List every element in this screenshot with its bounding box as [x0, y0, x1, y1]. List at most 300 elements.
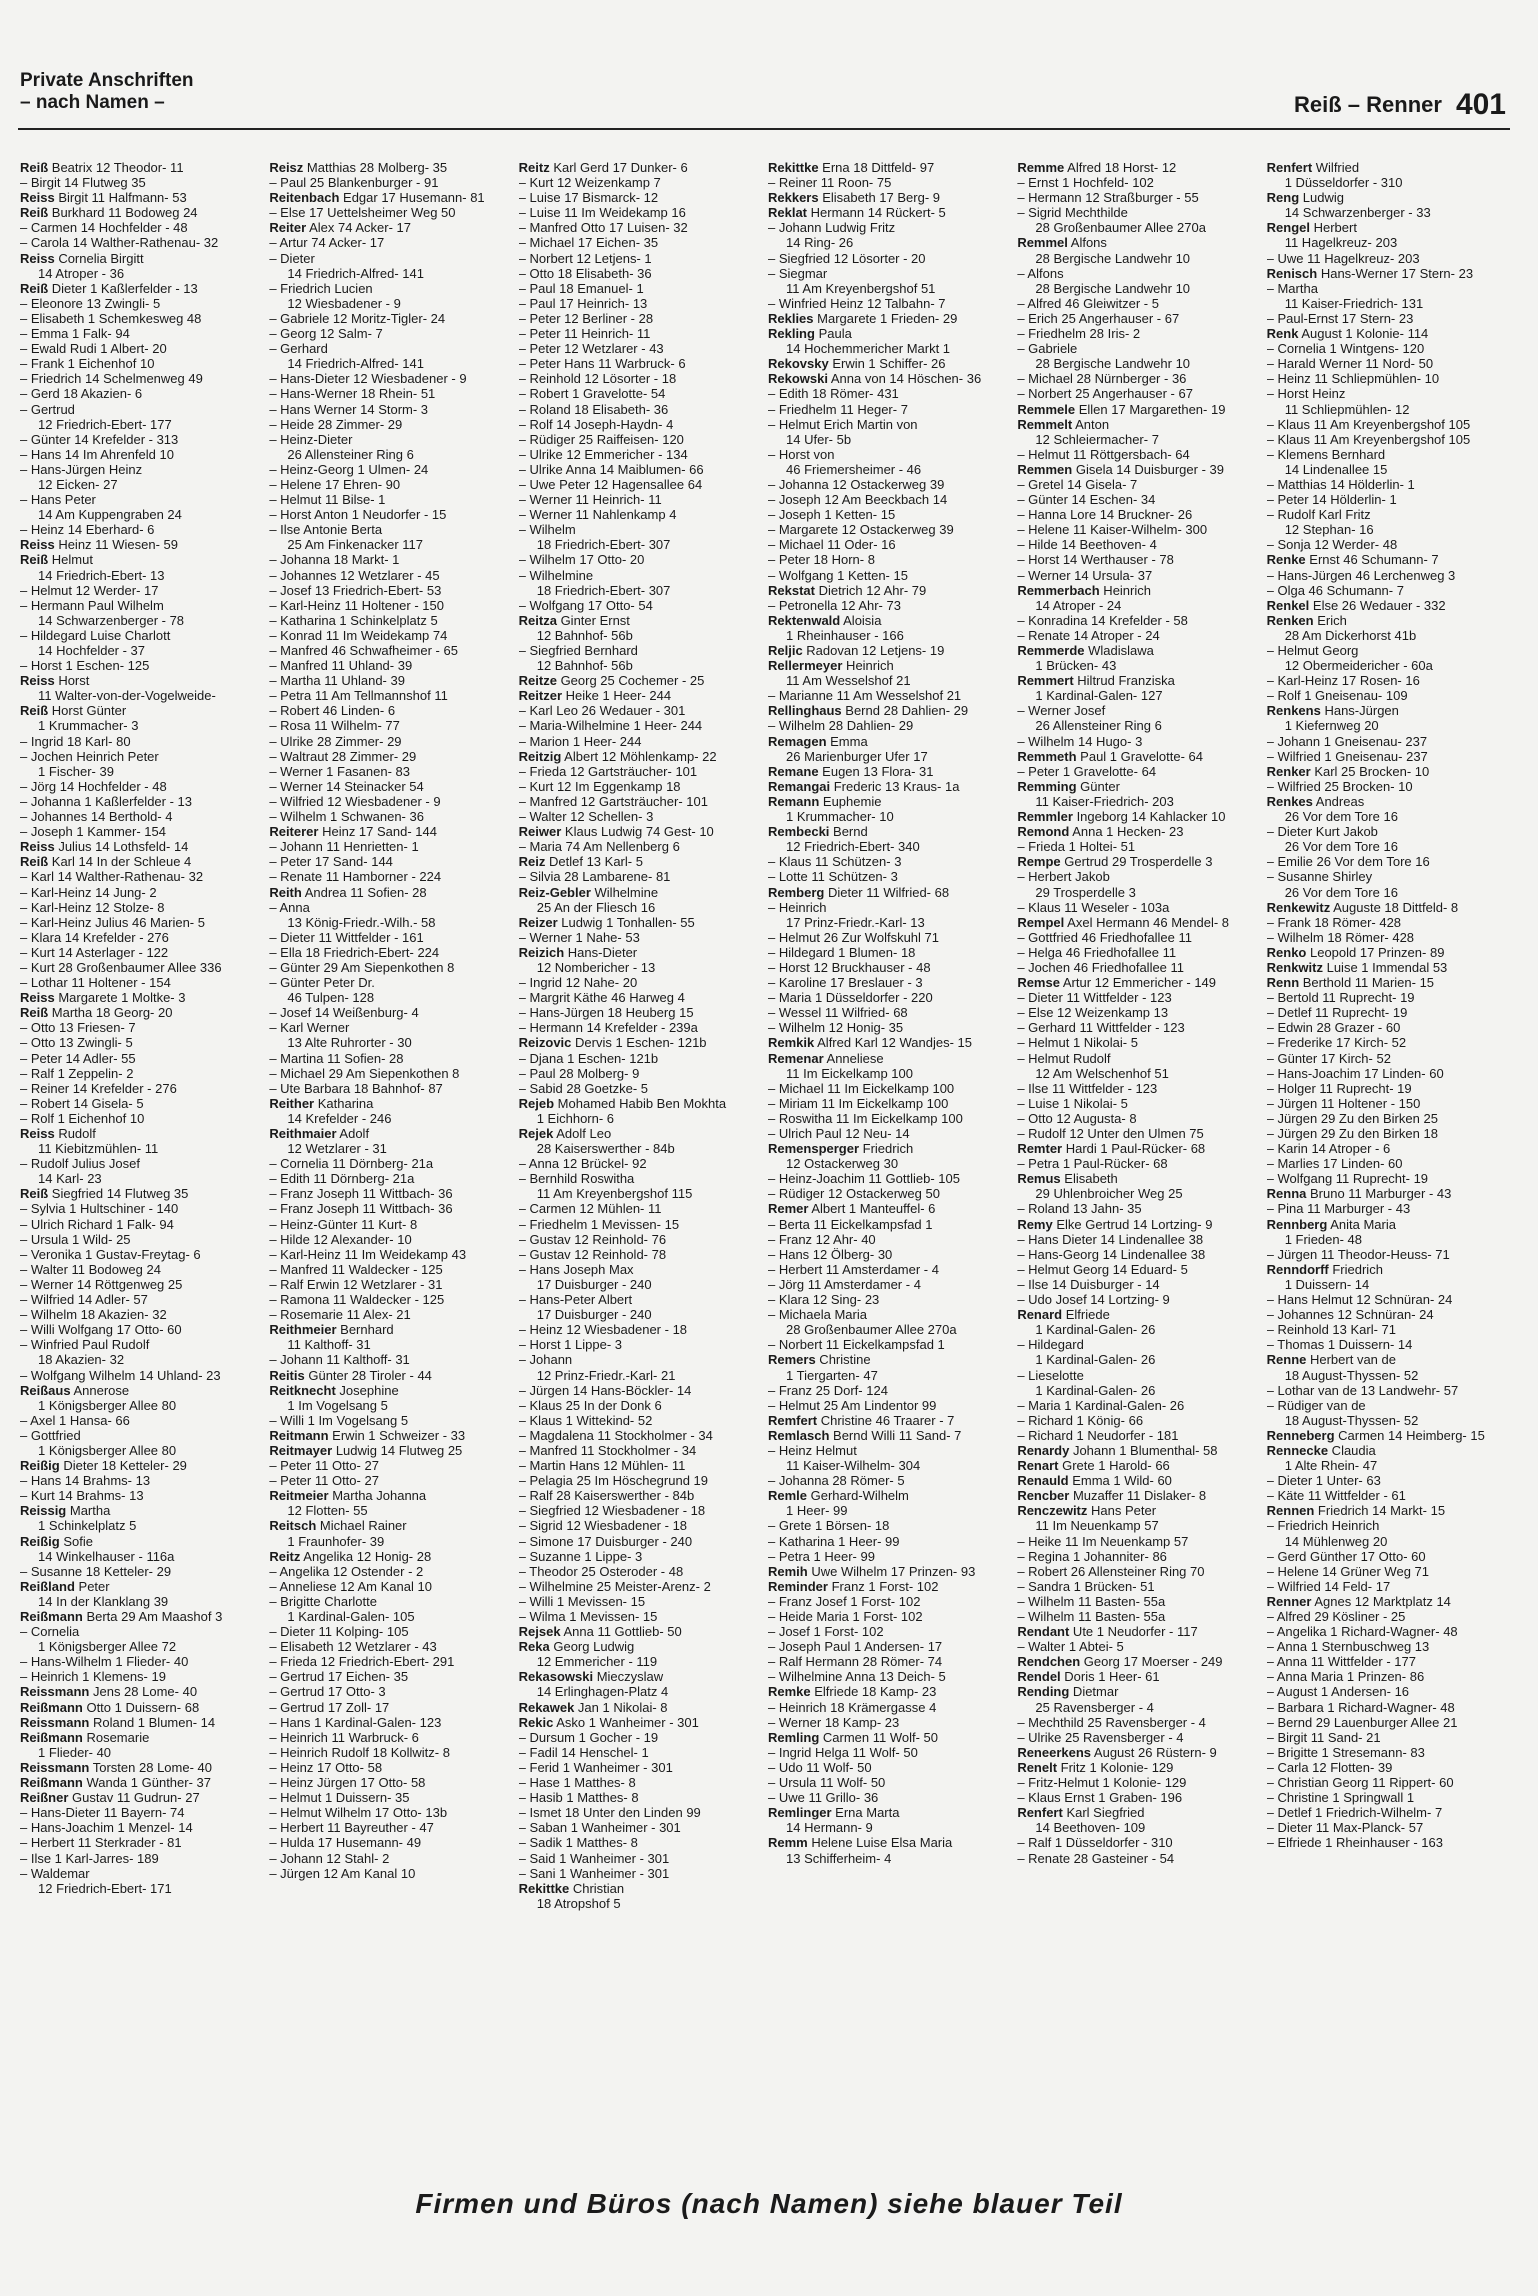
- directory-entry: – Silvia 28 Lambarene- 81: [518, 869, 671, 885]
- directory-entry: – Dursum 1 Gocher - 19: [518, 1729, 659, 1745]
- directory-entry: 46 Tulpen- 128: [269, 990, 375, 1006]
- directory-entry: – Helmut Georg 14 Eduard- 5: [1017, 1261, 1188, 1277]
- directory-entry: – Angelika 12 Ostender - 2: [269, 1563, 424, 1579]
- directory-entry: Renna Bruno 11 Marburger - 43: [1266, 1186, 1452, 1202]
- directory-entry: Renart Grete 1 Harold- 66: [1017, 1458, 1170, 1474]
- directory-entry: – Ralf 1 Zeppelin- 2: [20, 1065, 134, 1081]
- directory-entry: Reklies Margarete 1 Frieden- 29: [767, 310, 958, 326]
- directory-entry: – Rolf 1 Gneisenau- 109: [1266, 688, 1408, 704]
- directory-entry: – Johanna 1 Kaßlerfelder - 13: [20, 793, 192, 809]
- directory-entry: – Hans Werner 14 Storm- 3: [269, 401, 429, 417]
- directory-entry: – Petra 1 Heer- 99: [767, 1548, 875, 1564]
- directory-entry: – Peter 11 Otto- 27: [269, 1473, 379, 1489]
- directory-entry: 11 Am Kreyenbergshof 115: [518, 1186, 693, 1202]
- directory-entry: 28 Großenbaumer Allee 270a: [767, 1322, 957, 1338]
- directory-entry: Remfert Christine 46 Traarer - 7: [767, 1412, 955, 1428]
- directory-entry: Remond Anna 1 Hecken- 23: [1017, 824, 1184, 840]
- directory-entry: – Fadil 14 Henschel- 1: [518, 1744, 649, 1760]
- directory-entry: – Else 12 Weizenkamp 13: [1017, 1005, 1169, 1021]
- directory-entry: – Sigrid 12 Wiesbadener - 18: [518, 1518, 688, 1534]
- directory-entry: – Katharina 1 Schinkelplatz 5: [269, 612, 438, 628]
- directory-entry: – Else 17 Uettelsheimer Weg 50: [269, 205, 456, 221]
- directory-entry: – Karl-Heinz 14 Jung- 2: [20, 884, 157, 900]
- directory-entry: – Richard 1 Neudorfer - 181: [1017, 1427, 1179, 1443]
- directory-entry: Rekling Paula: [767, 326, 852, 342]
- directory-entry: – Helmut 11 Röttgersbach- 64: [1017, 446, 1190, 462]
- directory-entry: – Klemens Bernhard: [1266, 446, 1386, 462]
- directory-entry: – Johann Ludwig Fritz: [767, 220, 896, 236]
- directory-entry: – Ferid 1 Wanheimer - 301: [518, 1759, 673, 1775]
- section-subtitle: – nach Namen –: [20, 92, 165, 113]
- directory-entry: – Alfred 29 Kösliner - 25: [1266, 1609, 1406, 1624]
- directory-entry: – Josef 14 Weißenburg- 4: [269, 1005, 419, 1021]
- directory-entry: – Hulda 17 Husemann- 49: [269, 1835, 422, 1851]
- directory-entry: – Wilhelm 12 Honig- 35: [767, 1020, 904, 1036]
- directory-entry: Reiterer Heinz 17 Sand- 144: [269, 824, 437, 840]
- directory-entry: – Hildegard 1 Blumen- 18: [767, 944, 916, 960]
- directory-entry: Rekstat Dietrich 12 Ahr- 79: [767, 582, 927, 598]
- directory-entry: – Siegfried Bernhard: [518, 643, 638, 658]
- directory-entry: Reiss Julius 14 Lothsfeld- 14: [20, 839, 189, 855]
- directory-entry: 18 Friedrich-Ebert- 307: [518, 582, 671, 598]
- directory-entry: Reiss Horst: [20, 673, 90, 689]
- directory-entry: Reitza Ginter Ernst: [518, 612, 630, 628]
- directory-entry: – Joseph 1 Kammer- 154: [20, 824, 166, 840]
- header-range: [1294, 88, 1506, 122]
- directory-entry: Reithmaier Adolf: [269, 1126, 370, 1141]
- directory-entry: – Helene 14 Grüner Weg 71: [1266, 1563, 1430, 1579]
- directory-entry: – Ralf 1 Düsseldorfer - 310: [1017, 1835, 1173, 1851]
- directory-entry: Reither Katharina: [269, 1095, 374, 1111]
- directory-entry: – Detlef 11 Ruprecht- 19: [1266, 1005, 1408, 1021]
- directory-entry: – Werner 14 Röttgenweg 25: [20, 1276, 183, 1292]
- directory-entry: – Ilse Antonie Berta: [269, 522, 383, 538]
- directory-entry: – Sigrid Mechthilde: [1017, 205, 1128, 221]
- directory-entry: Remmerde Wladislawa: [1017, 643, 1154, 658]
- directory-entry: – Paul 25 Blankenburger - 91: [269, 175, 439, 191]
- directory-entry: – Manfred 11 Stockholmer - 34: [518, 1442, 697, 1458]
- directory-entry: – Manfred Otto 17 Luisen- 32: [518, 220, 688, 236]
- directory-entry: Remke Elfriede 18 Kamp- 23: [767, 1684, 937, 1700]
- directory-entry: – Heinrich 18 Krämergasse 4: [767, 1699, 937, 1715]
- directory-entry: Rendel Doris 1 Heer- 61: [1017, 1669, 1160, 1685]
- directory-entry: 12 Friedrich-Ebert- 177: [20, 416, 172, 432]
- directory-entry: – Susanne 18 Ketteler- 29: [20, 1563, 172, 1579]
- directory-entry: Rengel Herbert: [1266, 220, 1357, 236]
- directory-entry: – Miriam 11 Im Eickelkamp 100: [767, 1095, 949, 1111]
- directory-entry: Rekkers Elisabeth 17 Berg- 9: [767, 190, 940, 206]
- directory-entry: – Christian Georg 11 Rippert- 60: [1266, 1775, 1454, 1791]
- directory-entry: 14 Hochemmericher Markt 1: [767, 341, 951, 357]
- directory-entry: 1 Tiergarten- 47: [767, 1367, 878, 1383]
- directory-entry: Remmerbach Heinrich: [1017, 582, 1151, 598]
- directory-entry: 1 Duissern- 14: [1266, 1276, 1370, 1292]
- directory-entry: 11 Schliepmühlen- 12: [1266, 401, 1410, 417]
- directory-entry: Reiß Karl 14 In der Schleue 4: [20, 854, 192, 870]
- directory-entry: 12 Wiesbadener - 9: [269, 295, 401, 311]
- directory-entry: Remmeth Paul 1 Gravelotte- 64: [1017, 748, 1204, 764]
- directory-entry: – Gabriele 12 Moritz-Tigler- 24: [269, 310, 446, 326]
- directory-entry: – Carla 12 Flotten- 39: [1266, 1759, 1393, 1775]
- directory-entry: – Helmut Wilhelm 17 Otto- 13b: [269, 1805, 448, 1821]
- directory-entry: – Hermann Paul Wilhelm: [20, 597, 164, 613]
- directory-entry: Remy Elke Gertrud 14 Lortzing- 9: [1017, 1216, 1213, 1232]
- directory-entry: – Hans Helmut 12 Schnüran- 24: [1266, 1292, 1453, 1308]
- directory-entry: – Wilfried 14 Adler- 57: [20, 1292, 148, 1308]
- directory-entry: – Heinrich: [767, 899, 827, 915]
- directory-entry: – Heinz-Georg 1 Ulmen- 24: [269, 461, 429, 477]
- directory-entry: – Siegfried 12 Wiesbadener - 18: [518, 1503, 706, 1519]
- directory-entry: – Reinhold 13 Karl- 71: [1266, 1322, 1396, 1338]
- directory-entry: – Djana 1 Eschen- 121b: [518, 1050, 659, 1066]
- directory-entry: 1 Rheinhauser - 166: [767, 627, 904, 643]
- directory-entry: – Horst 1 Eschen- 125: [20, 658, 150, 674]
- directory-entry: – Gerhard: [269, 341, 328, 357]
- directory-entry: – Wilhelm 28 Dahlien- 29: [767, 718, 914, 734]
- directory-entry: – Paul 17 Heinrich- 13: [518, 295, 648, 311]
- directory-entry: – Heike 11 Im Neuenkamp 57: [1017, 1533, 1189, 1549]
- directory-entry: – Hermann 14 Krefelder - 239a: [518, 1020, 698, 1036]
- directory-entry: – Udo 11 Wolf- 50: [767, 1759, 872, 1775]
- directory-entry: – Wilfried 14 Feld- 17: [1266, 1578, 1391, 1594]
- directory-entry: – Helmut Georg: [1266, 643, 1359, 658]
- directory-entry: – Frieda 1 Holtei- 51: [1017, 839, 1136, 855]
- directory-entry: – Horst von: [767, 446, 835, 462]
- directory-entry: – Maria 74 Am Nellenberg 6: [518, 839, 680, 855]
- directory-entry: Reitz Angelika 12 Honig- 28: [269, 1548, 432, 1564]
- directory-entry: – Hans Peter: [20, 492, 96, 508]
- directory-entry: – Uwe 11 Grillo- 36: [767, 1790, 879, 1806]
- directory-entry: – Said 1 Wanheimer - 301: [518, 1850, 670, 1866]
- directory-entry: – Hans 12 Ölberg- 30: [767, 1246, 893, 1262]
- directory-entry: Rendant Ute 1 Neudorfer - 117: [1017, 1624, 1198, 1640]
- directory-entry: – Anneliese 12 Am Kanal 10: [269, 1578, 432, 1594]
- directory-entry: – Michael 11 Im Eickelkamp 100: [767, 1080, 955, 1096]
- directory-entry: – Gertrud 17 Eichen- 35: [269, 1669, 409, 1685]
- directory-entry: Rektenwald Aloisia: [767, 612, 882, 628]
- directory-entry: – Edwin 28 Grazer - 60: [1266, 1020, 1401, 1036]
- directory-entry: – Johannes 12 Schnüran- 24: [1266, 1307, 1434, 1323]
- directory-entry: – Klaus 11 Am Kreyenbergshof 105: [1266, 416, 1471, 432]
- directory-entry: 12 Bahnhof- 56b: [518, 627, 633, 643]
- directory-entry: – Ralf Hermann 28 Römer- 74: [767, 1654, 943, 1670]
- directory-entry: – Suzanne 1 Lippe- 3: [518, 1548, 643, 1564]
- directory-entry: Rekittke Christian: [518, 1880, 625, 1896]
- directory-entry: – Helmut 11 Bilse- 1: [269, 492, 386, 508]
- page-number: 401: [1455, 88, 1506, 121]
- directory-entry: Reiz Detlef 13 Karl- 5: [518, 854, 643, 870]
- directory-entry: 1 Im Vogelsang 5: [269, 1397, 388, 1413]
- directory-entry: – Peter 1 Gravelotte- 64: [1017, 763, 1157, 779]
- directory-entry: 14 Erlinghagen-Platz 4: [518, 1684, 669, 1700]
- directory-entry: – Friedhelm 1 Mevissen- 15: [518, 1216, 680, 1232]
- directory-entry: 11 Am Wesselshof 21: [767, 673, 911, 689]
- directory-entry: – Joseph 12 Am Beeckbach 14: [767, 492, 948, 508]
- directory-entry: – Klara 12 Sing- 23: [767, 1292, 880, 1308]
- directory-entry: – Helmut 1 Nikolai- 5: [1017, 1035, 1138, 1051]
- directory-entry: Rendchen Georg 17 Moerser - 249: [1017, 1654, 1223, 1670]
- header-section: [20, 70, 194, 114]
- directory-entry: – Wolfgang Wilhelm 14 Uhland- 23: [20, 1367, 221, 1383]
- directory-entry: Reißig Sofie: [20, 1533, 93, 1549]
- directory-entry: – Kurt 12 Weizenkamp 7: [518, 175, 661, 191]
- directory-entry: – Katharina 1 Heer- 99: [767, 1533, 900, 1549]
- directory-entry: – Jürgen 11 Holtener - 150: [1266, 1095, 1421, 1111]
- directory-entry: – Theodor 25 Osteroder - 48: [518, 1563, 684, 1579]
- directory-entry: – Pelagia 25 Im Höschegrund 19: [518, 1473, 709, 1489]
- directory-entry: Reitzer Heike 1 Heer- 244: [518, 688, 672, 704]
- directory-entry: – Sabid 28 Goetzke- 5: [518, 1080, 649, 1096]
- directory-entry: 1 Königsberger Allee 80: [20, 1397, 177, 1413]
- directory-entry: – Franz 25 Dorf- 124: [767, 1382, 888, 1398]
- directory-entry: – Johann: [518, 1352, 573, 1368]
- directory-entry: 28 Kaiserswerther - 84b: [518, 1141, 675, 1157]
- directory-entry: – Uwe Peter 12 Hagensallee 64: [518, 476, 703, 492]
- directory-entry: Rekawek Jan 1 Nikolai- 8: [518, 1699, 668, 1715]
- directory-entry: – Franz Joseph 11 Wittbach- 36: [269, 1186, 453, 1202]
- directory-entry: – Veronika 1 Gustav-Freytag- 6: [20, 1246, 201, 1262]
- directory-entry: – Renate 11 Hamborner - 224: [269, 869, 442, 885]
- directory-entry: Remlasch Bernd Willi 11 Sand- 7: [767, 1427, 962, 1443]
- directory-entry: Reissig Martha: [20, 1503, 111, 1519]
- directory-entry: – Hans Joseph Max: [518, 1261, 634, 1277]
- directory-entry: – Michaela Maria: [767, 1307, 867, 1323]
- directory-entry: Rempel Axel Hermann 46 Mendel- 8: [1017, 914, 1230, 930]
- directory-entry: – Hase 1 Matthes- 8: [518, 1775, 636, 1791]
- directory-entry: Remming Günter: [1017, 778, 1120, 794]
- directory-entry: 1 Kardinal-Galen- 26: [1017, 1322, 1156, 1338]
- directory-entry: Reiß Helmut: [20, 552, 93, 568]
- directory-entry: Reizich Hans-Dieter: [518, 944, 638, 960]
- directory-entry: – Ulrich Richard 1 Falk- 94: [20, 1216, 174, 1232]
- directory-entry: – Johann 12 Stahl- 2: [269, 1850, 390, 1866]
- directory-entry: – Hans 14 Im Ahrenfeld 10: [20, 446, 174, 462]
- directory-entry: – Hildegard Luise Charlott: [20, 627, 171, 643]
- column-4: [768, 160, 1011, 2140]
- directory-entry: – Johannes 12 Wetzlarer - 45: [269, 567, 440, 583]
- directory-entry: 12 Friedrich-Ebert- 171: [20, 1880, 172, 1896]
- directory-entry: – Regina 1 Johanniter- 86: [1017, 1548, 1167, 1564]
- directory-entry: – Alfons: [1017, 265, 1064, 281]
- directory-entry: Renne Herbert van de: [1266, 1352, 1396, 1368]
- directory-entry: – Reiner 11 Roon- 75: [767, 175, 892, 191]
- directory-entry: Reiss Birgit 11 Halfmann- 53: [20, 190, 187, 206]
- directory-entry: 26 Allensteiner Ring 6: [1017, 718, 1162, 734]
- directory-entry: 1 Kardinal-Galen- 105: [269, 1609, 415, 1624]
- directory-entry: – Robert 26 Allensteiner Ring 70: [1017, 1563, 1205, 1579]
- directory-entry: – Otto 13 Friesen- 7: [20, 1020, 136, 1036]
- directory-entry: Reiß Martha 18 Georg- 20: [20, 1005, 173, 1021]
- directory-entry: – Axel 1 Hansa- 66: [20, 1412, 130, 1428]
- directory-entry: Remane Eugen 13 Flora- 31: [767, 763, 934, 779]
- directory-entry: 11 Kalthoff- 31: [269, 1337, 371, 1353]
- directory-entry: – Friedrich Heinrich: [1266, 1518, 1380, 1534]
- directory-entry: – Gertrud 17 Otto- 3: [269, 1684, 386, 1700]
- directory-entry: Reiß Siegfried 14 Flutweg 35: [20, 1186, 189, 1202]
- directory-entry: – Wilhelm 18 Römer- 428: [1266, 929, 1415, 945]
- directory-entry: Renkes Andreas: [1266, 793, 1365, 809]
- directory-entry: 11 Am Kreyenbergshof 51: [767, 280, 936, 296]
- directory-entry: Reissmann Torsten 28 Lome- 40: [20, 1759, 212, 1775]
- directory-entry: – Horst 12 Bruckhauser - 48: [767, 959, 931, 975]
- directory-entry: Reißmann Rosemarie: [20, 1729, 150, 1745]
- directory-entry: Reiwer Klaus Ludwig 74 Gest- 10: [518, 824, 714, 840]
- directory-entry: – Anna 11 Wittfelder - 177: [1266, 1654, 1416, 1670]
- directory-entry: – Kurt 14 Brahms- 13: [20, 1488, 144, 1504]
- directory-entry: – Ilse 14 Duisburger - 14: [1017, 1276, 1160, 1292]
- directory-entry: – Wilfried 1 Gneisenau- 237: [1266, 748, 1428, 764]
- directory-entry: Reitzig Albert 12 Möhlenkamp- 22: [518, 748, 717, 764]
- directory-entry: – Hans-Dieter 11 Bayern- 74: [20, 1805, 185, 1821]
- directory-entry: Remmen Gisela 14 Duisburger - 39: [1017, 461, 1224, 477]
- directory-entry: – Walter 12 Schellen- 3: [518, 809, 654, 825]
- directory-entry: – Heinrich Rudolf 18 Kollwitz- 8: [269, 1744, 450, 1760]
- directory-entry: 18 August-Thyssen- 52: [1266, 1412, 1419, 1428]
- directory-entry: – Hilde 14 Beethoven- 4: [1017, 537, 1157, 553]
- directory-entry: – Heinz 14 Eberhard- 6: [20, 522, 155, 538]
- directory-entry: – Fritz-Helmut 1 Kolonie- 129: [1017, 1775, 1187, 1791]
- directory-entry: Rejek Adolf Leo: [518, 1126, 612, 1141]
- directory-entry: 1 Heer- 99: [767, 1503, 848, 1519]
- directory-entry: – Karl Leo 26 Wedauer - 301: [518, 703, 686, 719]
- directory-entry: 13 König-Friedr.-Wilh.- 58: [269, 914, 436, 930]
- directory-entry: – Elisabeth 12 Wetzlarer - 43: [269, 1639, 437, 1655]
- directory-entry: – Werner Josef: [1017, 703, 1106, 719]
- directory-entry: – Klaus 11 Schützen- 3: [767, 854, 902, 870]
- directory-entry: – Gabriele: [1017, 341, 1078, 357]
- directory-entry: 14 Atroper - 24: [1017, 597, 1122, 613]
- directory-entry: – Reinhold 12 Lösorter - 18: [518, 371, 677, 387]
- directory-entry: Reißner Gustav 11 Gudrun- 27: [20, 1790, 200, 1806]
- directory-entry: – Kurt 28 Großenbaumer Allee 336: [20, 959, 222, 975]
- directory-entry: – Maria 1 Düsseldorfer - 220: [767, 990, 933, 1006]
- directory-entry: Remers Christine: [767, 1352, 871, 1368]
- directory-entry: – Norbert 25 Angerhauser - 67: [1017, 386, 1193, 402]
- directory-entry: 12 Obermeidericher - 60a: [1266, 658, 1433, 674]
- directory-entry: 14 Am Kuppengraben 24: [20, 507, 182, 523]
- directory-entry: – Helene 17 Ehren- 90: [269, 476, 401, 492]
- directory-entry: 14 Atroper - 36: [20, 265, 125, 281]
- directory-entry: 46 Friemersheimer - 46: [767, 461, 922, 477]
- directory-entry: – Frieda 12 Gartsträucher- 101: [518, 763, 698, 779]
- directory-entry: – Kurt 14 Asterlager - 122: [20, 944, 169, 960]
- directory-entry: – Peter 11 Otto- 27: [269, 1458, 379, 1474]
- directory-entry: – Wilfried 25 Brocken- 10: [1266, 778, 1413, 794]
- directory-entry: – Luise 17 Bismarck- 12: [518, 190, 659, 206]
- directory-entry: – Joseph 1 Ketten- 15: [767, 507, 896, 523]
- directory-entry: – Ulrike 25 Ravensberger - 4: [1017, 1729, 1184, 1745]
- directory-entry: – Roswitha 11 Im Eickelkamp 100: [767, 1110, 963, 1126]
- directory-entry: – Elisabeth 1 Schemkesweg 48: [20, 310, 202, 326]
- directory-entry: – Georg 12 Salm- 7: [269, 326, 383, 342]
- directory-entry: – Günter 14 Krefelder - 313: [20, 431, 179, 447]
- directory-entry: – Paul 18 Emanuel- 1: [518, 280, 644, 296]
- directory-entry: – Hans-Jürgen Heinz: [20, 461, 143, 477]
- directory-entry: 11 Im Eickelkamp 100: [767, 1065, 913, 1081]
- directory-entry: Reitz Karl Gerd 17 Dunker- 6: [518, 160, 688, 175]
- directory-entry: Rempe Gertrud 29 Trosperdelle 3: [1017, 854, 1213, 870]
- directory-entry: – Alfred 46 Gleiwitzer - 5: [1017, 295, 1159, 311]
- directory-entry: – Paul 28 Molberg- 9: [518, 1065, 640, 1081]
- directory-entry: Rembecki Bernd: [767, 824, 868, 840]
- directory-entry: – Gretel 14 Gisela- 7: [1017, 476, 1138, 492]
- directory-entry: – Wolfgang 11 Ruprecht- 19: [1266, 1171, 1429, 1187]
- directory-entry: Reiß Beatrix 12 Theodor- 11: [20, 160, 184, 175]
- directory-entry: 12 Stephan- 16: [1266, 522, 1374, 538]
- directory-entry: Reiß Dieter 1 Kaßlerfelder - 13: [20, 280, 198, 296]
- directory-entry: – Helmut Erich Martin von: [767, 416, 918, 432]
- directory-entry: Rekic Asko 1 Wanheimer - 301: [518, 1714, 699, 1730]
- directory-entry: Reißig Dieter 18 Ketteler- 29: [20, 1458, 187, 1474]
- directory-entry: – Heide 28 Zimmer- 29: [269, 416, 403, 432]
- directory-entry: Remih Uwe Wilhelm 17 Prinzen- 93: [767, 1563, 976, 1579]
- directory-entry: Rending Dietmar: [1017, 1684, 1119, 1700]
- directory-entry: – Sandra 1 Brücken- 51: [1017, 1578, 1155, 1594]
- directory-entry: – Peter 14 Adler- 55: [20, 1050, 136, 1066]
- directory-entry: – Lothar 11 Holtener - 154: [20, 975, 171, 991]
- directory-entry: – Sadik 1 Matthes- 8: [518, 1835, 638, 1851]
- directory-entry: – Michael 28 Nürnberger - 36: [1017, 371, 1187, 387]
- directory-entry: – Heinrich 11 Warbruck- 6: [269, 1729, 419, 1745]
- directory-entry: – Karl-Heinz 11 Holtener - 150: [269, 597, 444, 613]
- directory-entry: – Martha: [1266, 280, 1318, 296]
- directory-entry: – Franz 12 Ahr- 40: [767, 1231, 876, 1247]
- directory-entry: Renkens Hans-Jürgen: [1266, 703, 1399, 719]
- directory-entry: – Detlef 1 Friedrich-Wilhelm- 7: [1266, 1805, 1443, 1821]
- directory-entry: – Helene 11 Kaiser-Wilhelm- 300: [1017, 522, 1208, 538]
- directory-entry: 18 Friedrich-Ebert- 307: [518, 537, 671, 553]
- directory-entry: – Peter 18 Horn- 8: [767, 552, 875, 568]
- directory-entry: – Jochen 46 Friedhofallee 11: [1017, 959, 1185, 975]
- directory-entry: – Konrad 11 Im Weidekamp 74: [269, 627, 448, 643]
- directory-entry: Renk August 1 Kolonie- 114: [1266, 326, 1429, 342]
- directory-entry: 1 Kardinal-Galen- 26: [1017, 1382, 1156, 1398]
- directory-entry: – Heinrich 1 Klemens- 19: [20, 1669, 166, 1685]
- directory-entry: – Rudolf Karl Fritz: [1266, 507, 1371, 523]
- directory-entry: – Otto 12 Augusta- 8: [1017, 1110, 1137, 1126]
- directory-entry: Reißmann Wanda 1 Günther- 37: [20, 1775, 211, 1791]
- directory-entry: Rencber Muzaffer 11 Dislaker- 8: [1017, 1488, 1207, 1504]
- directory-entry: Renkwitz Luise 1 Immendal 53: [1266, 959, 1448, 975]
- directory-entry: – Holger 11 Ruprecht- 19: [1266, 1080, 1412, 1096]
- directory-entry: – Jürgen 12 Am Kanal 10: [269, 1865, 416, 1881]
- directory-entry: Remter Hardi 1 Paul-Rücker- 68: [1017, 1141, 1206, 1157]
- directory-entry: – Hans-Wilhelm 1 Flieder- 40: [20, 1654, 189, 1670]
- directory-entry: – Gertrud: [20, 401, 75, 417]
- directory-entry: – Wilhelm 14 Hugo- 3: [1017, 733, 1143, 749]
- directory-entry: – Martina 11 Sofien- 28: [269, 1050, 404, 1066]
- directory-entry: – Marlies 17 Linden- 60: [1266, 1156, 1403, 1172]
- directory-entry: – Karl-Heinz 12 Stolze- 8: [20, 899, 165, 915]
- directory-entry: Reith Andrea 11 Sofien- 28: [269, 884, 427, 900]
- directory-entry: – Johanna 18 Markt- 1: [269, 552, 400, 568]
- directory-entry: – Wilhelmine: [518, 567, 594, 583]
- directory-entry: – Konradina 14 Krefelder - 58: [1017, 612, 1188, 628]
- directory-entry: – Roland 18 Elisabeth- 36: [518, 401, 669, 417]
- directory-entry: – Werner 14 Ursula- 37: [1017, 567, 1153, 583]
- directory-entry: – Susanne Shirley: [1266, 869, 1373, 885]
- directory-entry: 14 Hochfelder - 37: [20, 643, 146, 658]
- directory-entry: Reng Ludwig: [1266, 190, 1344, 206]
- directory-entry: Renko Leopold 17 Prinzen- 89: [1266, 944, 1445, 960]
- directory-entry: 14 Friedrich-Alfred- 141: [269, 265, 424, 281]
- directory-entry: – Hans 14 Brahms- 13: [20, 1473, 151, 1489]
- directory-entry: – Edith 18 Römer- 431: [767, 386, 899, 402]
- directory-entry: – Martin Hans 12 Mühlen- 11: [518, 1458, 686, 1474]
- directory-entry: 1 Flieder- 40: [20, 1744, 112, 1760]
- directory-entry: 29 Trosperdelle 3: [1017, 884, 1136, 900]
- directory-entry: – Klaus 25 In der Donk 6: [518, 1397, 662, 1413]
